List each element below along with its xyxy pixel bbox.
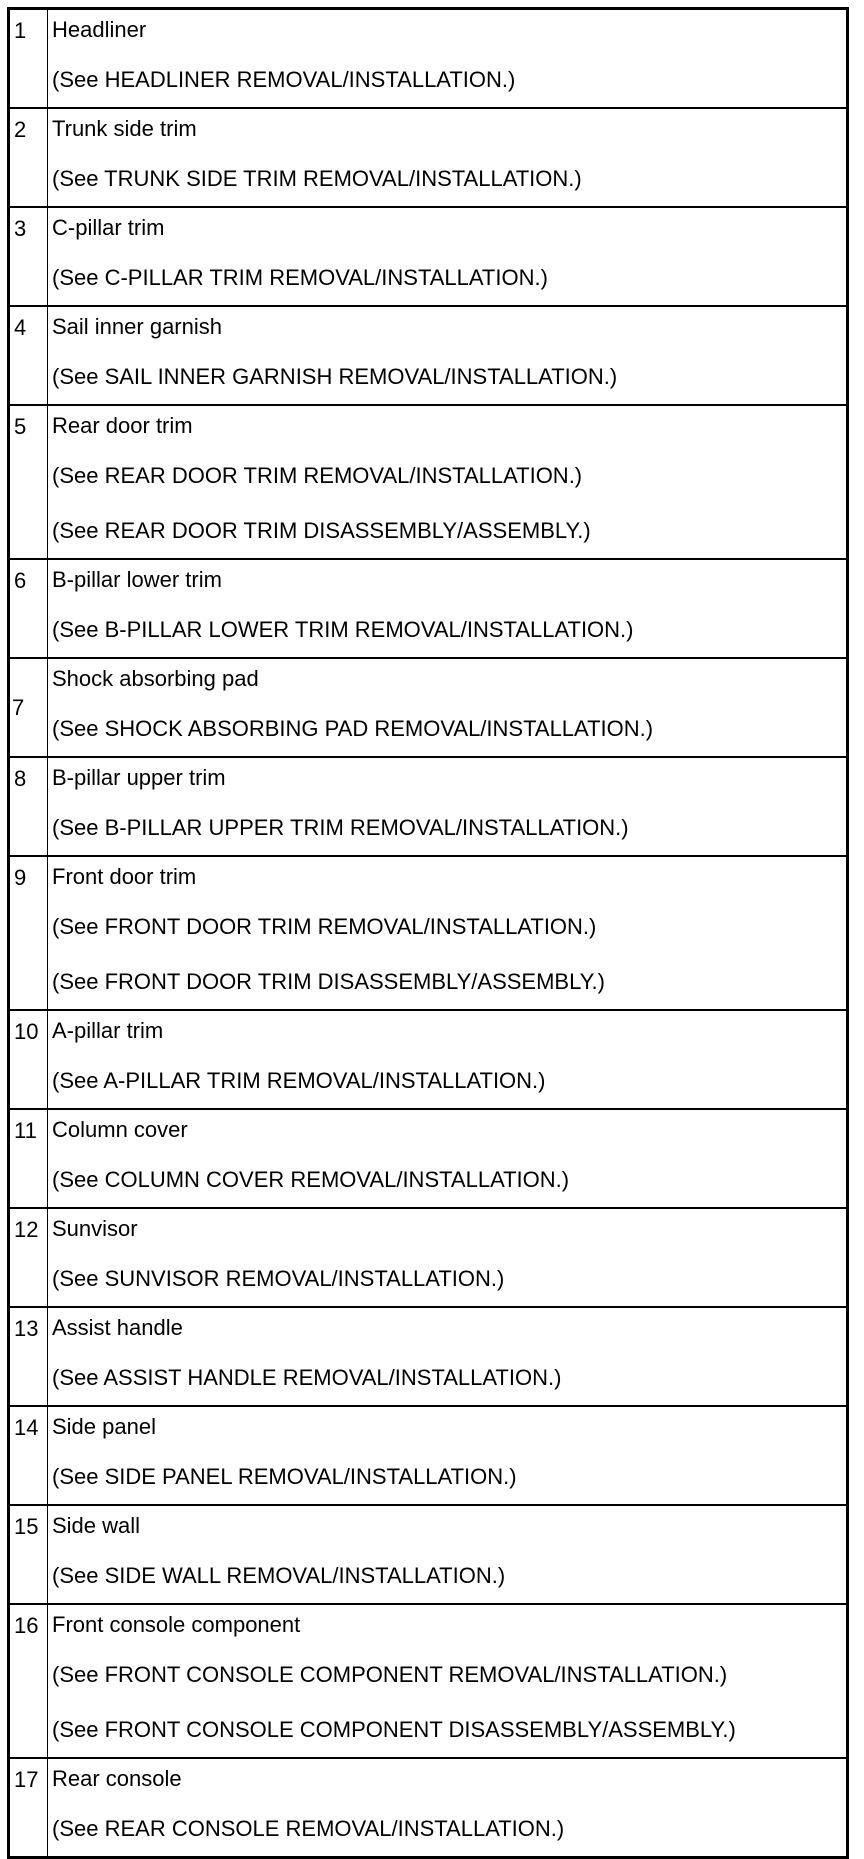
item-number: 13	[14, 1316, 39, 1341]
table-row	[9, 1758, 848, 1858]
item-reference-link[interactable]: (See REAR DOOR TRIM DISASSEMBLY/ASSEMBLY.)	[52, 518, 591, 543]
item-number-cell	[9, 1307, 48, 1406]
item-number: 4	[14, 315, 27, 340]
item-reference-link[interactable]: (See ASSIST HANDLE REMOVAL/INSTALLATION.)	[52, 1365, 562, 1390]
table-row	[9, 9, 848, 109]
item-description-cell	[48, 306, 848, 405]
item-number: 5	[14, 414, 27, 439]
table-row	[9, 1109, 848, 1208]
item-name: Sunvisor	[52, 1216, 138, 1241]
item-number: 9	[14, 865, 27, 890]
item-number-cell	[9, 9, 48, 109]
item-number-cell	[9, 108, 48, 207]
item-reference-link[interactable]: (See FRONT CONSOLE COMPONENT DISASSEMBLY/ASSEMBLY.)	[52, 1717, 736, 1742]
table-row	[9, 856, 848, 1010]
item-number: 16	[14, 1613, 39, 1638]
item-reference-link[interactable]: (See COLUMN COVER REMOVAL/INSTALLATION.)	[52, 1167, 570, 1192]
item-number: 7	[12, 694, 25, 720]
item-number-cell	[9, 559, 48, 658]
item-name: Rear console	[52, 1766, 182, 1791]
item-reference-link[interactable]: (See TRUNK SIDE TRIM REMOVAL/INSTALLATION.)	[52, 166, 582, 191]
item-number-cell	[9, 1010, 48, 1109]
item-number: 14	[14, 1415, 39, 1440]
item-number: 6	[14, 568, 27, 593]
item-reference-link[interactable]: (See FRONT DOOR TRIM REMOVAL/INSTALLATION.)	[52, 914, 597, 939]
item-reference-link[interactable]: (See C-PILLAR TRIM REMOVAL/INSTALLATION.)	[52, 265, 548, 290]
item-name: A-pillar trim	[52, 1018, 164, 1043]
table-row	[9, 1010, 848, 1109]
item-number: 17	[14, 1767, 39, 1792]
item-name: Sail inner garnish	[52, 314, 222, 339]
item-name: Rear door trim	[52, 413, 193, 438]
item-description-cell	[48, 108, 848, 207]
item-reference-link[interactable]: (See REAR CONSOLE REMOVAL/INSTALLATION.)	[52, 1816, 565, 1841]
item-reference-link[interactable]: (See SIDE WALL REMOVAL/INSTALLATION.)	[52, 1563, 506, 1588]
item-reference-link[interactable]: (See REAR DOOR TRIM REMOVAL/INSTALLATION.)	[52, 463, 583, 488]
item-name: Column cover	[52, 1117, 188, 1142]
item-description-cell	[48, 207, 848, 306]
item-description-cell	[48, 757, 848, 856]
item-description-cell	[48, 1109, 848, 1208]
item-name: Shock absorbing pad	[52, 666, 259, 691]
item-name: Trunk side trim	[52, 116, 197, 141]
item-number: 3	[14, 216, 27, 241]
item-number-cell	[9, 757, 48, 856]
item-reference-link[interactable]: (See SHOCK ABSORBING PAD REMOVAL/INSTALLATION.)	[52, 716, 654, 741]
item-reference-link[interactable]: (See FRONT CONSOLE COMPONENT REMOVAL/INSTALLATION.)	[52, 1662, 728, 1687]
item-reference-link[interactable]: (See A-PILLAR TRIM REMOVAL/INSTALLATION.)	[52, 1068, 546, 1093]
table-row	[9, 1505, 848, 1604]
item-reference-link[interactable]: (See SUNVISOR REMOVAL/INSTALLATION.)	[52, 1266, 505, 1291]
item-name: B-pillar upper trim	[52, 765, 226, 790]
item-number: 1	[14, 18, 27, 43]
item-number-cell	[9, 856, 48, 1010]
table-row	[9, 207, 848, 306]
item-reference-link[interactable]: (See FRONT DOOR TRIM DISASSEMBLY/ASSEMBLY.)	[52, 969, 605, 994]
table-row	[9, 405, 848, 559]
item-number: 15	[14, 1514, 39, 1539]
item-description-cell	[48, 405, 848, 559]
item-number: 11	[14, 1118, 37, 1143]
table-row	[9, 108, 848, 207]
item-name: Headliner	[52, 17, 147, 42]
table-row	[9, 1307, 848, 1406]
item-description-cell	[48, 1604, 848, 1758]
item-number-cell	[9, 306, 48, 405]
item-name: Side wall	[52, 1513, 141, 1538]
item-description-cell	[48, 1208, 848, 1307]
item-reference-link[interactable]: (See B-PILLAR UPPER TRIM REMOVAL/INSTALLATION.)	[52, 815, 629, 840]
item-number-cell	[9, 1208, 48, 1307]
item-number-cell	[9, 1604, 48, 1758]
item-number: 10	[14, 1019, 39, 1044]
parts-table	[7, 7, 849, 1859]
table-row	[9, 1406, 848, 1505]
table-row	[9, 306, 848, 405]
item-name: Front console component	[52, 1612, 301, 1637]
item-number-cell	[9, 658, 48, 757]
item-number: 2	[14, 117, 27, 142]
parts-table-body	[9, 9, 848, 1858]
item-name: C-pillar trim	[52, 215, 165, 240]
table-row	[9, 658, 848, 757]
item-reference-link[interactable]: (See SAIL INNER GARNISH REMOVAL/INSTALLATION.)	[52, 364, 618, 389]
table-row	[9, 1604, 848, 1758]
item-description-cell	[48, 856, 848, 1010]
item-name: Assist handle	[52, 1315, 183, 1340]
item-description-cell	[48, 559, 848, 658]
item-description-cell	[48, 1307, 848, 1406]
item-description-cell	[48, 1010, 848, 1109]
item-name: Front door trim	[52, 864, 197, 889]
item-number: 12	[14, 1217, 39, 1242]
item-description-cell	[48, 658, 848, 757]
item-number-cell	[9, 1406, 48, 1505]
table-row	[9, 757, 848, 856]
table-row	[9, 559, 848, 658]
item-number-cell	[9, 1505, 48, 1604]
item-number-cell	[9, 207, 48, 306]
item-number: 8	[14, 766, 27, 791]
item-number-cell	[9, 1109, 48, 1208]
item-description-cell	[48, 1505, 848, 1604]
item-reference-link[interactable]: (See SIDE PANEL REMOVAL/INSTALLATION.)	[52, 1464, 517, 1489]
item-number-cell	[9, 405, 48, 559]
item-name: Side panel	[52, 1414, 156, 1439]
item-number-cell	[9, 1758, 48, 1858]
item-reference-link[interactable]: (See HEADLINER REMOVAL/INSTALLATION.)	[52, 67, 516, 92]
item-description-cell	[48, 1406, 848, 1505]
item-description-cell	[48, 1758, 848, 1858]
item-reference-link[interactable]: (See B-PILLAR LOWER TRIM REMOVAL/INSTALLATION.)	[52, 617, 634, 642]
item-description-cell	[48, 9, 848, 109]
table-row	[9, 1208, 848, 1307]
item-name: B-pillar lower trim	[52, 567, 222, 592]
